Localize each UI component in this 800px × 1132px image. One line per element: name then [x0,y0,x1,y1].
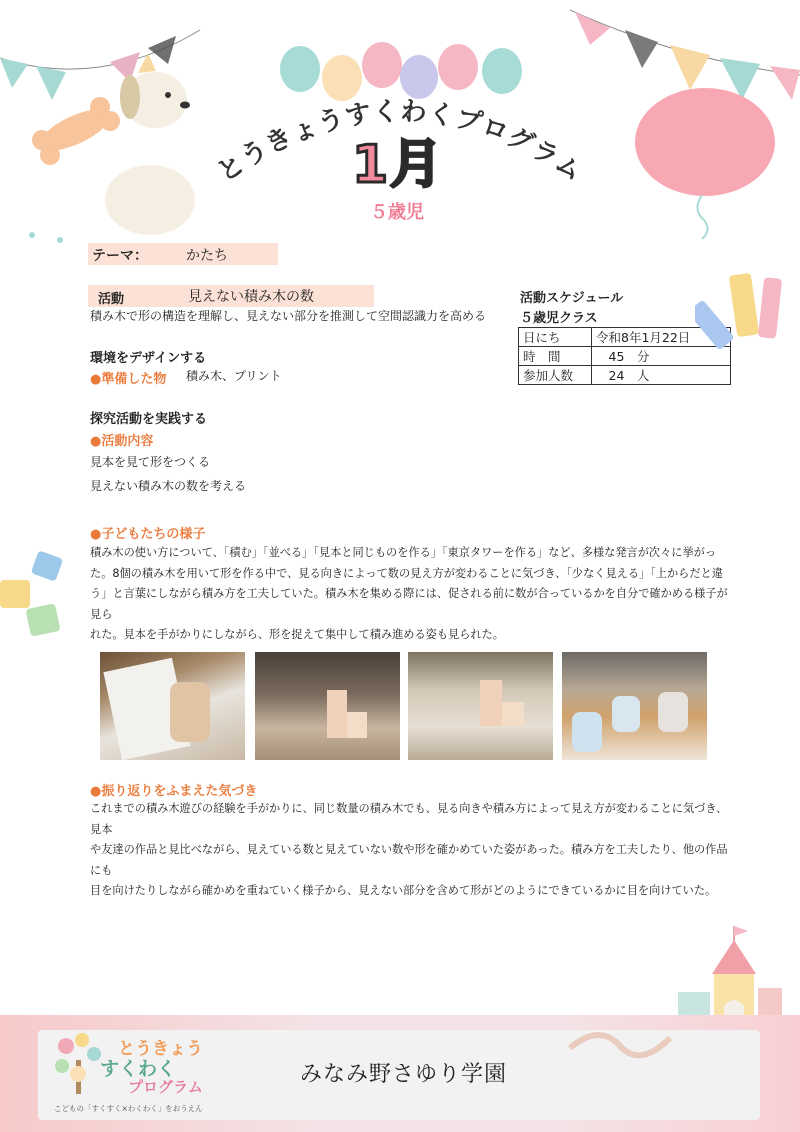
reflection-line: や友達の作品と見比べながら、見えている数と見えていない数や形を確かめていた姿があった。積み方を工夫したり、他の作品にも [90,843,728,877]
schedule-row [519,366,731,385]
activity-value: 見えない積み木の数 [188,289,314,305]
photo-worksheet [100,652,245,760]
schedule-cell-value: 45 分 [592,347,731,366]
balloon-icon [635,88,775,196]
children-paragraph [90,543,730,646]
activity-description: 積み木で形の構造を理解し、見えない部分を推測して空間認識力を高める [90,309,487,323]
children-line: 積み木の使い方について、「積む」「並べる」「見本と同じものを作る」「東京タワーを作る」など、多様な発言が次々に挙がっ [90,546,717,559]
children-line: う」と言葉にしながら積み方を工夫していた。積み木を集める際には、促される前に数が合っているかを自分で確かめる様子が見ら [90,587,728,621]
prepared-label: ●準備した物 [90,372,167,387]
environment-heading: 環境をデザインする [90,351,207,366]
age-group: ５歳児 [370,202,424,223]
reflection-line: 目を向けたりしながら確かめを重ねていく様子から、見えない部分を含めて形がどのようにできているかに目を向けていた。 [90,884,717,897]
crayon-icon [695,262,795,352]
month-title: 1月 [352,135,445,195]
children-line: れた。見本を手がかりにしながら、形を捉えて集中して積み進める姿も見られた。 [90,628,504,641]
inquiry-heading: 探究活動を実践する [90,412,208,427]
reflection-paragraph [90,799,730,902]
schedule-class: ５歳児クラス [520,311,598,326]
reflection-line: これまでの積み木遊びの経験を手がかりに、同じ数量の積み木でも、見る向きや積み方によって見え方が変わることに気づき、見本 [90,802,728,836]
logo-line1: とうきょう [118,1039,203,1059]
schedule-title: 活動スケジュール [520,291,624,306]
photo-block-tower [408,652,553,760]
schedule-cell-value: 24 人 [592,366,731,385]
school-name: みなみ野さゆり学園 [300,1062,508,1087]
balloon-string-icon [690,195,720,240]
schedule-cell-value: 令和8年1月22日 [592,328,731,347]
photo-classroom [562,652,707,760]
content-label: ●活動内容 [90,434,154,449]
prepared-value: 積み木、プリント [186,369,282,383]
content-item: 見本を見て形をつくる [90,455,211,469]
logo-line2: すくわく [100,1058,177,1080]
ribbon-icon [560,1018,680,1078]
activity-label: 活動 [98,292,125,307]
schedule-cell-label: 参加人数 [519,366,592,385]
logo-tagline: こどもの「すくすく×わくわく」をおうえん [54,1104,203,1113]
theme-value: かたち [186,248,228,264]
dog-illustration [20,55,200,245]
children-label: ●子どもたちの様子 [90,527,206,542]
puzzle-icon [0,548,80,638]
reflection-label: ●振り返りをふまえた気づき [90,784,258,799]
logo-tree-icon [48,1030,108,1100]
content-item: 見えない積み木の数を考える [90,479,247,493]
schedule-cell-label: 日にち [519,328,592,347]
photo-blocks-table [255,652,400,760]
logo-line3: プログラム [128,1078,203,1096]
theme-label: テーマ： [92,248,148,264]
children-line: た。8個の積み木を用いて形を作る中で、見る向きによって数の見え方が変わることに気づき、「少なく見える」「上からだと違 [90,566,723,580]
program-title: とうきょうすくわくプログラム [212,96,588,189]
schedule-cell-label: 時 間 [519,347,592,366]
